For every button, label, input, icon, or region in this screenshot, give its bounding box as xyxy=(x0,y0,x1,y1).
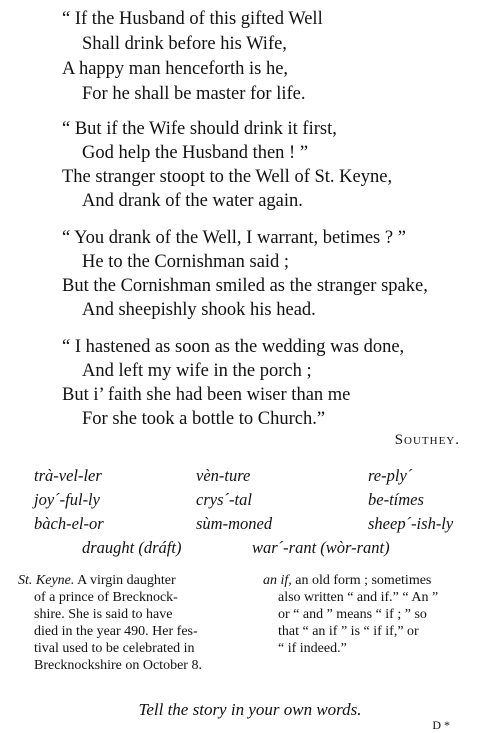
poem-line: A happy man henceforth is he, xyxy=(62,59,289,79)
note-st-keyne-first-line xyxy=(18,572,176,589)
note-line: of a prince of Brecknock- xyxy=(34,590,178,605)
poem-line: And sheepishly shook his head. xyxy=(82,300,316,320)
poem-line: But the Cornishman smiled as the stranger spake, xyxy=(62,276,428,296)
note-text: A virgin daughter xyxy=(77,573,176,588)
note-line: died in the year 490. Her fes- xyxy=(34,624,198,639)
poem-line: Shall drink before his Wife, xyxy=(82,34,287,54)
note-line: that “ an if ” is “ if if,” or xyxy=(278,624,419,639)
vocab-word: re-ply´ xyxy=(368,466,413,485)
vocab-word: joy´-ful-ly xyxy=(34,490,100,509)
poem-line: “ I hastened as soon as the wedding was done, xyxy=(62,337,405,357)
note-line: also written “ and if.” “ An ” xyxy=(278,590,439,605)
vocab-word: crys´-tal xyxy=(196,490,252,509)
poem-line: God help the Husband then ! ” xyxy=(82,143,309,163)
instruction-footer: Tell the story in your own words. xyxy=(138,700,362,719)
poem-line: The stranger stoopt to the Well of St. Keyne, xyxy=(62,167,393,187)
poem-line: He to the Cornishman said ; xyxy=(82,252,290,272)
vocab-word: sheep´-ish-ly xyxy=(368,514,454,533)
note-line: Brecknockshire on October 8. xyxy=(34,658,202,673)
note-term: an if, xyxy=(263,573,292,588)
note-line: shire. She is said to have xyxy=(34,607,173,622)
note-line: tival used to be celebrated in xyxy=(34,641,195,656)
poem-line: “ You drank of the Well, I warrant, betimes ? ” xyxy=(62,228,406,248)
vocab-word: bàch-el-or xyxy=(34,514,104,533)
vocab-word: draught (dráft) xyxy=(82,538,182,557)
poem-line: And left my wife in the porch ; xyxy=(82,361,312,381)
vocab-word: trà-vel-ler xyxy=(34,466,102,485)
note-term: St. Keyne. xyxy=(18,573,75,588)
poem-line: “ If the Husband of this gifted Well xyxy=(62,9,323,29)
vocab-word: war´-rant (wòr-rant) xyxy=(252,538,390,557)
poem-line: For he shall be master for life. xyxy=(82,84,306,104)
note-line: “ if indeed.” xyxy=(278,641,347,656)
poem-line: And drank of the water again. xyxy=(82,191,303,211)
note-line: or “ and ” means “ if ; ” so xyxy=(278,607,427,622)
poem-author: Southey. xyxy=(394,432,460,448)
printer-signature: D * xyxy=(432,718,450,732)
poem-line: But i’ faith she had been wiser than me xyxy=(62,385,351,405)
vocab-word: be-tímes xyxy=(368,490,424,509)
poem-line: For she took a bottle to Church.” xyxy=(82,409,326,429)
vocab-word: sùm-moned xyxy=(196,514,273,533)
poem-line: “ But if the Wife should drink it first, xyxy=(62,119,337,139)
note-an-if-first-line xyxy=(263,572,431,589)
note-text: an old form ; sometimes xyxy=(295,573,432,588)
vocab-word: vèn-ture xyxy=(196,466,251,485)
